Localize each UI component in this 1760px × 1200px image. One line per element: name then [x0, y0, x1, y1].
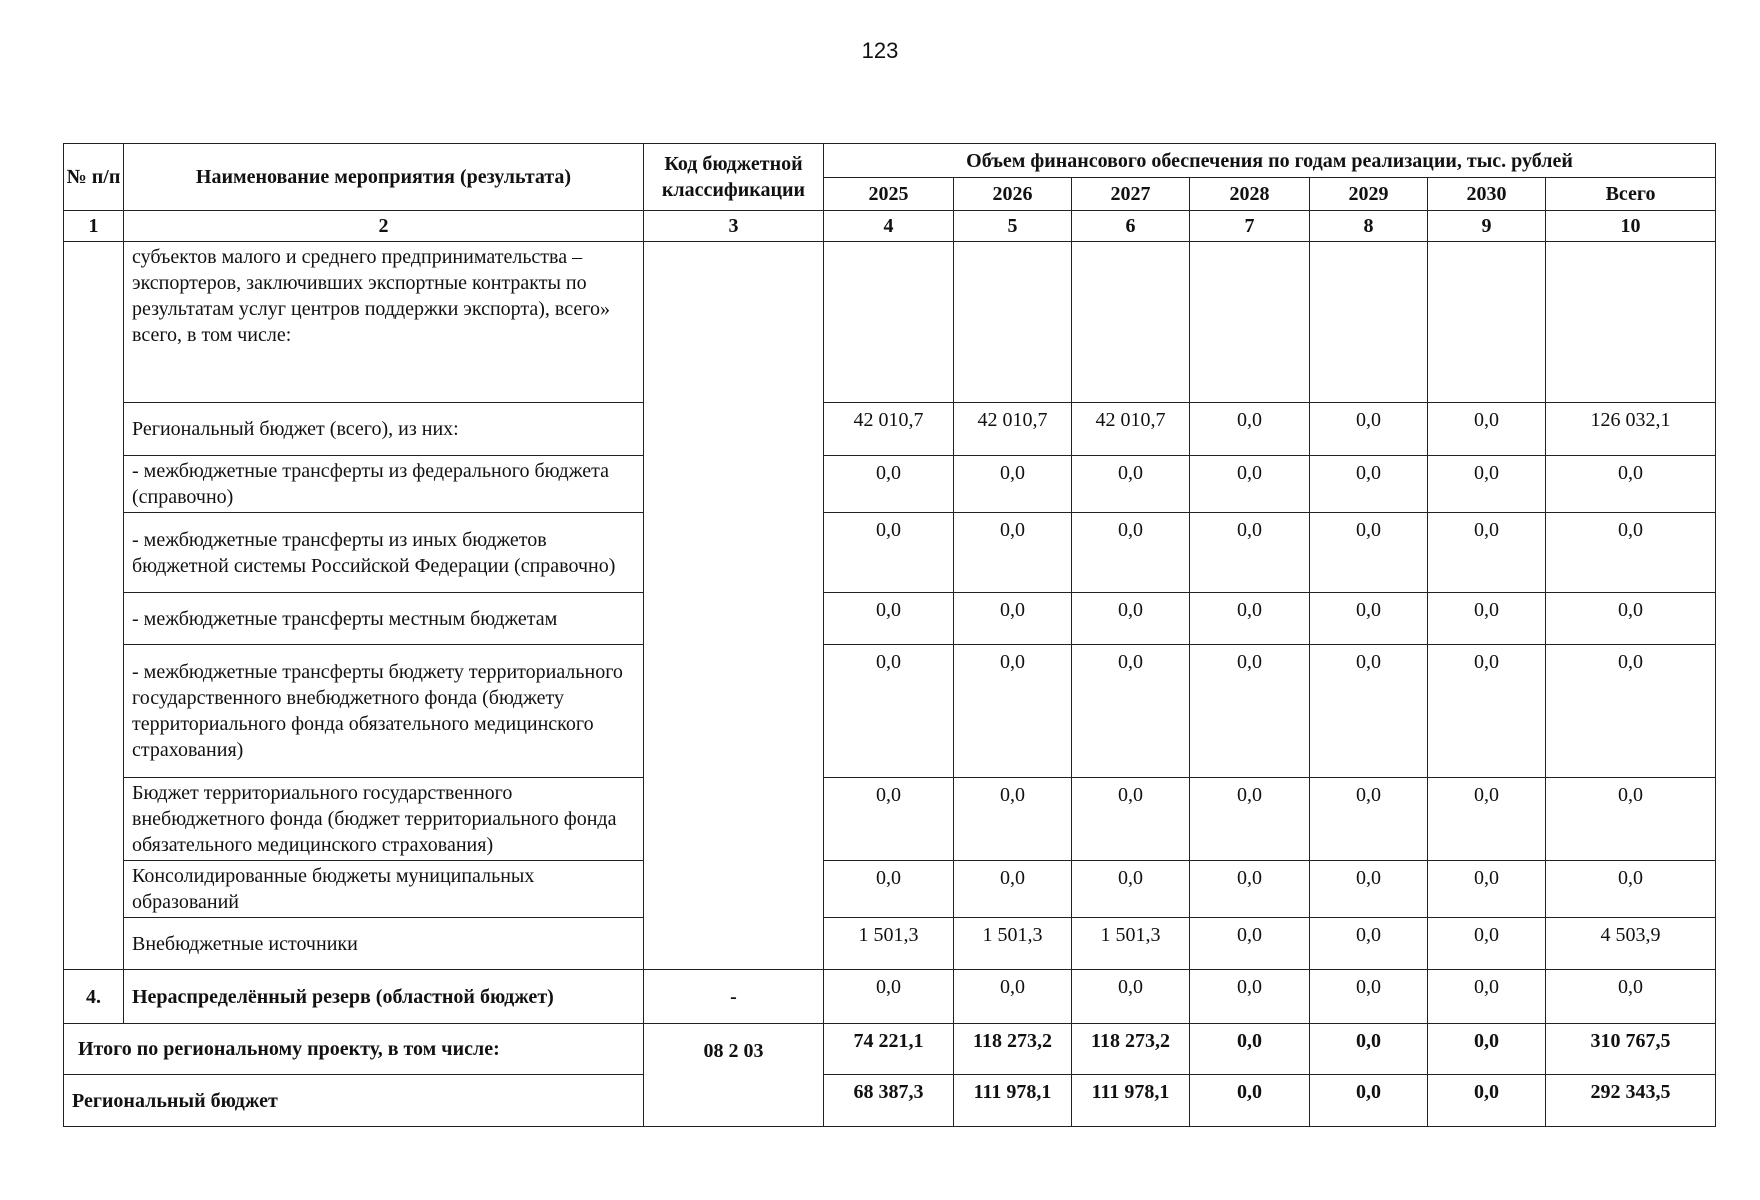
index-cell: 8 [1310, 211, 1428, 242]
empty-cell [824, 242, 954, 403]
value-cell: 0,0 [1310, 861, 1428, 918]
reserve-code: - [644, 970, 824, 1024]
item-code-empty [644, 242, 824, 970]
value-cell: 0,0 [1428, 645, 1546, 778]
value-cell: 0,0 [824, 513, 954, 593]
value-cell: 0,0 [1428, 593, 1546, 645]
value-cell: 0,0 [1546, 778, 1716, 861]
value-cell: 0,0 [1072, 778, 1190, 861]
value-cell: 0,0 [824, 593, 954, 645]
index-cell: 10 [1546, 211, 1716, 242]
row-name: Региональный бюджет (всего), из них: [124, 403, 644, 456]
value-cell: 111 978,1 [1072, 1075, 1190, 1127]
value-cell: 0,0 [1428, 918, 1546, 970]
value-cell: 0,0 [1190, 861, 1310, 918]
value-cell: 0,0 [1190, 970, 1310, 1024]
header-name: Наименование мероприятия (результата) [124, 144, 644, 211]
row-name: - межбюджетные трансферты из федерального бюджета (справочно) [124, 456, 644, 513]
value-cell: 0,0 [824, 645, 954, 778]
value-cell: 1 501,3 [954, 918, 1072, 970]
value-cell: 0,0 [1428, 970, 1546, 1024]
value-cell: 0,0 [1190, 778, 1310, 861]
value-cell: 0,0 [1546, 593, 1716, 645]
table-row [64, 242, 1716, 403]
value-cell: 0,0 [1546, 456, 1716, 513]
table-row [64, 403, 1716, 456]
value-cell: 0,0 [824, 456, 954, 513]
index-cell: 6 [1072, 211, 1190, 242]
value-cell: 0,0 [954, 513, 1072, 593]
value-cell: 74 221,1 [824, 1024, 954, 1075]
reserve-num: 4. [64, 970, 124, 1024]
value-cell: 126 032,1 [1546, 403, 1716, 456]
index-cell: 7 [1190, 211, 1310, 242]
value-cell: 0,0 [1428, 778, 1546, 861]
budget-table [63, 143, 1716, 1127]
row-name: Консолидированные бюджеты муниципальных образований [124, 861, 644, 918]
value-cell: 0,0 [1190, 918, 1310, 970]
value-cell: 0,0 [1310, 513, 1428, 593]
empty-cell [1428, 242, 1546, 403]
item-num-empty [64, 242, 124, 970]
value-cell: 0,0 [1428, 861, 1546, 918]
total-name: Итого по региональному проекту, в том числе: [64, 1024, 644, 1075]
table-row [64, 513, 1716, 593]
row-name: Бюджет территориального государственного внебюджетного фонда (бюджет территориального фонда обязательного медицинского страхования) [124, 778, 644, 861]
value-cell: 0,0 [1310, 1024, 1428, 1075]
empty-cell [1310, 242, 1428, 403]
table-row-total [64, 1024, 1716, 1075]
page-number: 123 [861, 38, 899, 63]
header-year: Всего [1546, 178, 1716, 211]
value-cell: 0,0 [954, 778, 1072, 861]
index-cell: 3 [644, 211, 824, 242]
value-cell: 0,0 [1072, 645, 1190, 778]
value-cell: 0,0 [1428, 1075, 1546, 1127]
value-cell: 0,0 [1072, 456, 1190, 513]
item-name: субъектов малого и среднего предпринимательства – экспортеров, заключивших экспортные контракты по результатам услуг центров поддержки экспорта), всего» всего, в том числе: [124, 242, 644, 403]
index-cell: 2 [124, 211, 644, 242]
header-volume: Объем финансового обеспечения по годам реализации, тыс. рублей [824, 144, 1716, 178]
value-cell: 4 503,9 [1546, 918, 1716, 970]
table-row [64, 778, 1716, 861]
header-row-1 [64, 144, 1716, 178]
regional-name: Региональный бюджет [64, 1075, 644, 1127]
table-row-regional [64, 1075, 1716, 1127]
header-year: 2030 [1428, 178, 1546, 211]
row-name: - межбюджетные трансферты бюджету территориального государственного внебюджетного фонда (бюджету территориального фонда обязательного медицинского страхования) [124, 645, 644, 778]
empty-cell [1072, 242, 1190, 403]
empty-cell [954, 242, 1072, 403]
value-cell: 0,0 [824, 778, 954, 861]
value-cell: 0,0 [1428, 513, 1546, 593]
value-cell: 0,0 [1190, 403, 1310, 456]
value-cell: 0,0 [1190, 645, 1310, 778]
header-num: № п/п [64, 144, 124, 211]
row-name: - межбюджетные трансферты из иных бюджетов бюджетной системы Российской Федерации (справочно) [124, 513, 644, 593]
value-cell: 0,0 [1190, 1075, 1310, 1127]
value-cell: 0,0 [1310, 970, 1428, 1024]
value-cell: 0,0 [954, 456, 1072, 513]
value-cell: 0,0 [954, 861, 1072, 918]
index-row [64, 211, 1716, 242]
table-row [64, 861, 1716, 918]
value-cell: 0,0 [1310, 403, 1428, 456]
value-cell: 118 273,2 [1072, 1024, 1190, 1075]
value-cell: 0,0 [1310, 456, 1428, 513]
value-cell: 0,0 [1310, 645, 1428, 778]
value-cell: 0,0 [1546, 645, 1716, 778]
empty-cell [1546, 242, 1716, 403]
index-cell: 1 [64, 211, 124, 242]
value-cell: 118 273,2 [954, 1024, 1072, 1075]
value-cell: 42 010,7 [1072, 403, 1190, 456]
index-cell: 9 [1428, 211, 1546, 242]
value-cell: 0,0 [1546, 861, 1716, 918]
value-cell: 0,0 [1072, 593, 1190, 645]
value-cell: 0,0 [954, 593, 1072, 645]
value-cell: 0,0 [1072, 513, 1190, 593]
value-cell: 0,0 [1310, 1075, 1428, 1127]
value-cell: 0,0 [1428, 403, 1546, 456]
value-cell: 1 501,3 [824, 918, 954, 970]
value-cell: 0,0 [1190, 513, 1310, 593]
value-cell: 42 010,7 [954, 403, 1072, 456]
value-cell: 68 387,3 [824, 1075, 954, 1127]
index-cell: 5 [954, 211, 1072, 242]
value-cell: 310 767,5 [1546, 1024, 1716, 1075]
value-cell: 0,0 [824, 861, 954, 918]
row-name: Внебюджетные источники [124, 918, 644, 970]
value-cell: 0,0 [1546, 970, 1716, 1024]
table-row [64, 918, 1716, 970]
value-cell: 0,0 [1310, 918, 1428, 970]
index-cell: 4 [824, 211, 954, 242]
value-cell: 292 343,5 [1546, 1075, 1716, 1127]
table-row [64, 645, 1716, 778]
value-cell: 0,0 [954, 645, 1072, 778]
value-cell: 0,0 [1072, 861, 1190, 918]
value-cell: 0,0 [1190, 456, 1310, 513]
header-year: 2028 [1190, 178, 1310, 211]
value-cell: 0,0 [1428, 456, 1546, 513]
value-cell: 42 010,7 [824, 403, 954, 456]
value-cell: 0,0 [1546, 513, 1716, 593]
value-cell: 0,0 [1428, 1024, 1546, 1075]
value-cell: 0,0 [1310, 778, 1428, 861]
reserve-name: Нераспределённый резерв (областной бюджет) [124, 970, 644, 1024]
header-year: 2025 [824, 178, 954, 211]
value-cell: 0,0 [824, 970, 954, 1024]
total-code: 08 2 03 [644, 1024, 824, 1127]
value-cell: 1 501,3 [1072, 918, 1190, 970]
table-row [64, 456, 1716, 513]
empty-cell [1190, 242, 1310, 403]
value-cell: 111 978,1 [954, 1075, 1072, 1127]
header-code: Код бюджетной классификации [644, 144, 824, 211]
table-row-reserve [64, 970, 1716, 1024]
value-cell: 0,0 [1190, 1024, 1310, 1075]
header-year: 2027 [1072, 178, 1190, 211]
value-cell: 0,0 [1072, 970, 1190, 1024]
table-row [64, 593, 1716, 645]
value-cell: 0,0 [1310, 593, 1428, 645]
row-name: - межбюджетные трансферты местным бюджетам [124, 593, 644, 645]
value-cell: 0,0 [1190, 593, 1310, 645]
header-year: 2029 [1310, 178, 1428, 211]
header-year: 2026 [954, 178, 1072, 211]
value-cell: 0,0 [954, 970, 1072, 1024]
